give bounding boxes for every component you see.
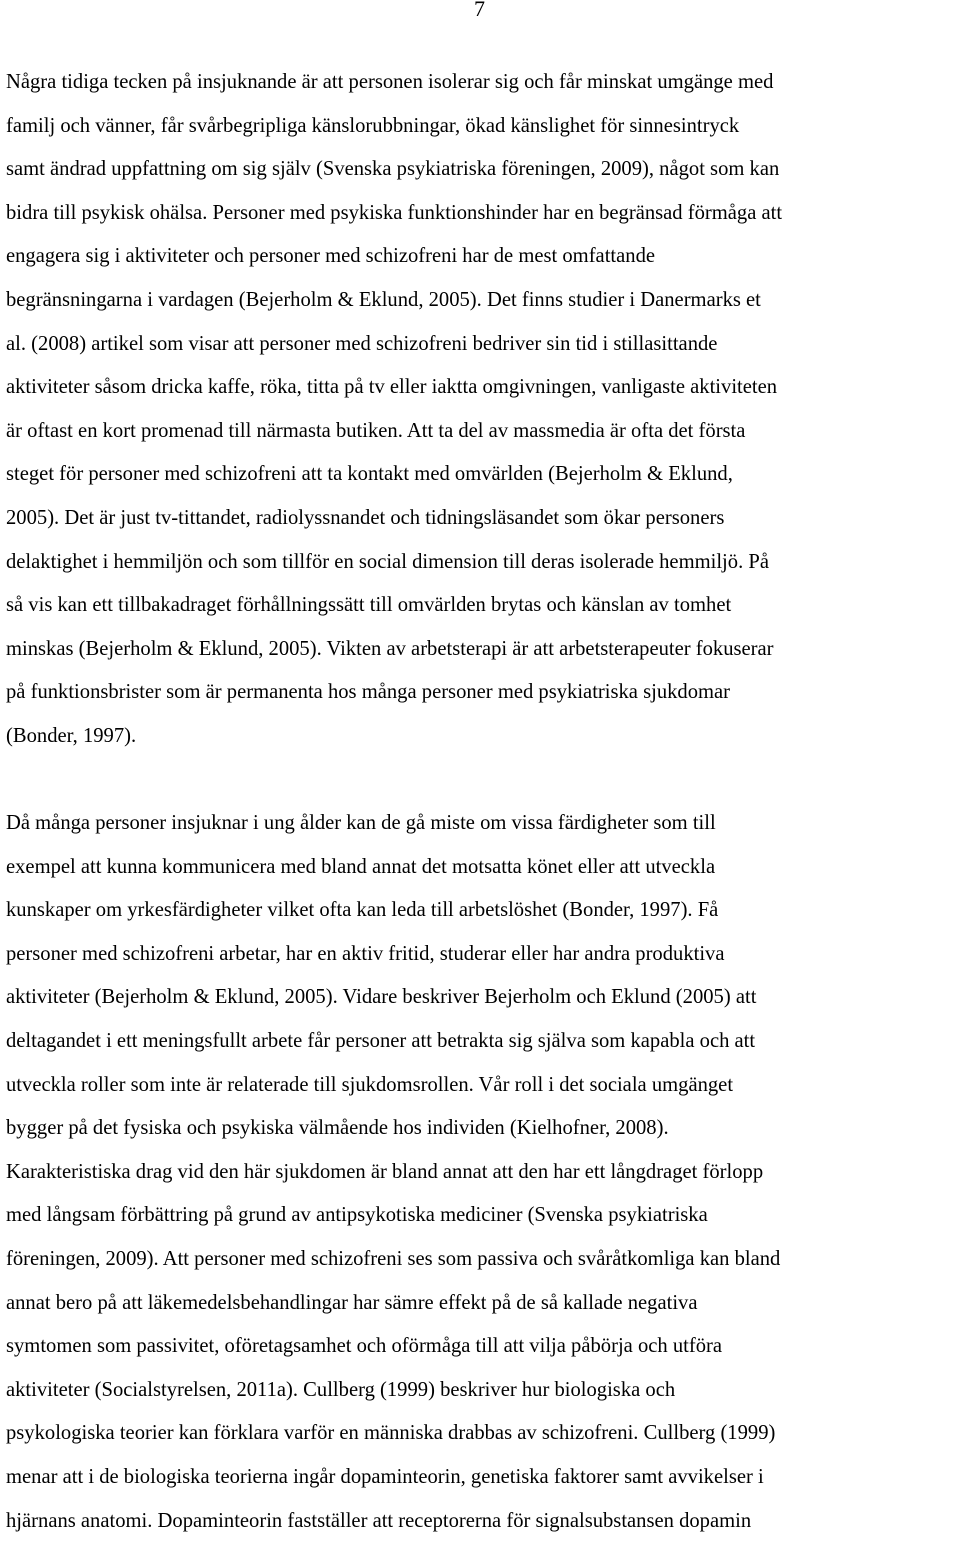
text-line: psykologiska teorier kan förklara varför en människa drabbas av schizofreni. Cullberg (1999) — [6, 1422, 776, 1445]
text-line: engagera sig i aktiviteter och personer med schizofreni har de mest omfattande — [6, 245, 656, 268]
text-line: med långsam förbättring på grund av antipsykotiska mediciner (Svenska psykiatriska — [6, 1204, 708, 1227]
text-line: Karakteristiska drag vid den här sjukdomen är bland annat att den har ett långdraget förlopp — [6, 1160, 764, 1183]
paragraph-gap — [6, 759, 956, 803]
text-line: Då många personer insjuknar i ung ålder kan de gå miste om vissa färdigheter som till — [6, 812, 716, 835]
paragraph-1 — [6, 61, 956, 759]
text-line: familj och vänner, får svårbegripliga känslorubbningar, ökad känslighet för sinnesintryck — [6, 114, 740, 137]
text-line: samt ändrad uppfattning om sig själv (Svenska psykiatriska föreningen, 2009), något som kan — [6, 158, 780, 181]
text-line: utveckla roller som inte är relaterade till sjukdomsrollen. Vår roll i det sociala umgänget — [6, 1073, 734, 1096]
text-line: hjärnans anatomi. Dopaminteorin fastställer att receptorerna för signalsubstansen dopamin — [6, 1509, 752, 1532]
text-line: Några tidiga tecken på insjuknande är att personen isolerar sig och får minskat umgänge med — [6, 71, 774, 93]
text-line: bidra till psykisk ohälsa. Personer med psykiska funktionshinder har en begränsad förmåga att — [6, 201, 783, 224]
text-line: så vis kan ett tillbakadraget förhållningssätt till omvärlden brytas och känslan av tomhet — [6, 594, 732, 617]
text-line: aktiviteter (Socialstyrelsen, 2011a). Cullberg (1999) beskriver hur biologiska och — [6, 1378, 676, 1401]
text-line: al. (2008) artikel som visar att personer med schizofreni bedriver sin tid i stillasittande — [6, 332, 718, 355]
text-line: menar att i de biologiska teorierna ingår dopaminteorin, genetiska faktorer samt avvikelser i — [6, 1466, 764, 1488]
text-line: deltagandet i ett meningsfullt arbete får personer att betrakta sig själva som kapabla och att — [6, 1030, 756, 1053]
text-line: aktiviteter (Bejerholm & Eklund, 2005). Vidare beskriver Bejerholm och Eklund (2005) att — [6, 986, 757, 1009]
text-line: annat bero på att läkemedelsbehandlingar har sämre effekt på de så kallade negativa — [6, 1291, 698, 1314]
text-line: är oftast en kort promenad till närmasta butiken. Att ta del av massmedia är ofta det första — [6, 419, 746, 442]
text-line: symtomen som passivitet, oföretagsamhet och oförmåga till att vilja påbörja och utföra — [6, 1335, 723, 1358]
paragraph-2 — [6, 802, 956, 1543]
text-line: 2005). Det är just tv-tittandet, radiolyssnandet och tidningsläsandet som ökar personers — [6, 506, 725, 529]
text-line: aktiviteter såsom dricka kaffe, röka, titta på tv eller iaktta omgivningen, vanligaste aktiviteten — [6, 376, 778, 399]
page-number: 7 — [474, 0, 485, 21]
text-line: på funktionsbrister som är permanenta hos många personer med psykiatriska sjukdomar — [6, 681, 731, 704]
text-line: kunskaper om yrkesfärdigheter vilket ofta kan leda till arbetslöshet (Bonder, 1997). Få — [6, 899, 719, 922]
text-line: minskas (Bejerholm & Eklund, 2005). Vikten av arbetsterapi är att arbetsterapeuter fokuserar — [6, 637, 774, 660]
text-line: steget för personer med schizofreni att ta kontakt med omvärlden (Bejerholm & Eklund, — [6, 463, 733, 486]
text-line: begränsningarna i vardagen (Bejerholm & Eklund, 2005). Det finns studier i Danermarks et — [6, 288, 761, 311]
text-line: bygger på det fysiska och psykiska välmående hos individen (Kielhofner, 2008). — [6, 1117, 669, 1140]
document-body — [6, 61, 956, 1543]
text-line: föreningen, 2009). Att personer med schizofreni ses som passiva och svåråtkomliga kan bland — [6, 1248, 781, 1271]
text-line: (Bonder, 1997). — [6, 724, 137, 747]
text-line: exempel att kunna kommunicera med bland annat det motsatta könet eller att utveckla — [6, 855, 716, 878]
text-line: delaktighet i hemmiljön och som tillför en social dimension till deras isolerade hemmiljö. På — [6, 550, 769, 573]
text-line: personer med schizofreni arbetar, har en aktiv fritid, studerar eller har andra produktiva — [6, 942, 725, 965]
